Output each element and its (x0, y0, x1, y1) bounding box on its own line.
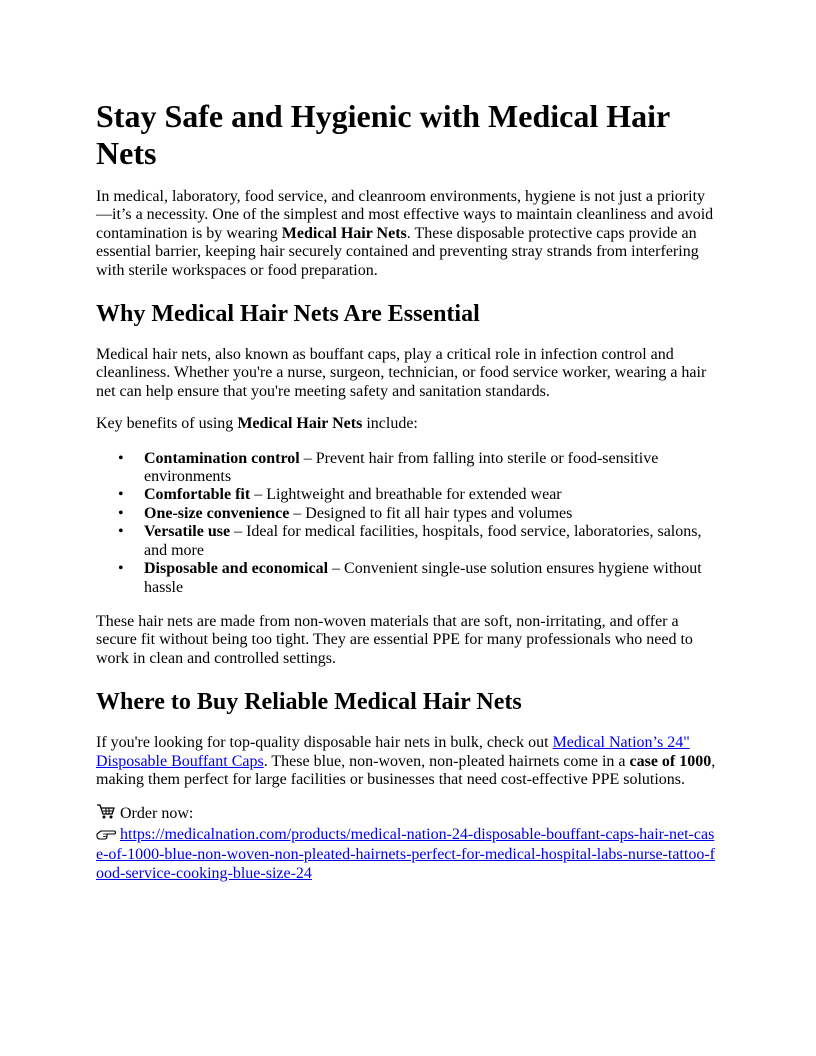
section-heading-where-to-buy: Where to Buy Reliable Medical Hair Nets (96, 689, 522, 716)
section-heading-essential: Why Medical Hair Nets Are Essential (96, 301, 480, 328)
pointing-hand-icon (96, 827, 116, 846)
benefit-text: – Designed to fit all hair types and volumes (289, 504, 573, 522)
benefit-title: Disposable and economical (144, 560, 329, 578)
intro-text-before: In medical, laboratory, food service, and cleanroom environments, hygiene is not just a priority—it’s a necessity. One of the simplest and most effective ways to maintain cleanliness and avoid contamination is by wearing (96, 188, 714, 242)
list-item (144, 505, 720, 523)
document-page (96, 96, 720, 883)
intro-paragraph (96, 188, 720, 280)
benefits-intro-after: include: (362, 415, 418, 433)
order-url-line (96, 826, 720, 883)
intro-bold-term: Medical Hair Nets (281, 224, 407, 242)
list-item (144, 450, 720, 487)
benefits-intro-bold: Medical Hair Nets (237, 415, 363, 433)
order-now-line (96, 803, 720, 825)
case-quantity: case of 1000 (629, 752, 712, 770)
shopping-cart-icon (96, 803, 116, 825)
benefit-title: Versatile use (144, 523, 231, 541)
benefit-text: – Lightweight and breathable for extended wear (250, 486, 562, 504)
benefits-intro-before: Key benefits of using (96, 415, 238, 433)
benefits-intro (96, 415, 720, 433)
order-url-link[interactable]: https://medicalnation.com/products/medical-nation-24-disposable-bouffant-caps-hair-net-case-of-1000-blue-non-woven-non-pleated-hairnets-perfect-for-medical-hospital-labs-nurse-tattoo-food-service-cooking-blue-size-24 (96, 825, 715, 882)
order-now-label: Order now: (120, 805, 194, 823)
list-item (144, 560, 720, 597)
benefit-text: – Convenient single-use solution ensures hygiene without hassle (144, 560, 702, 596)
list-item (144, 486, 720, 504)
benefits-list (96, 450, 720, 597)
product-link[interactable]: Medical Nation’s 24" Disposable Bouffant Caps (96, 734, 690, 770)
buy-text-middle: . These blue, non-woven, non-pleated hairnets come in a (263, 752, 630, 770)
benefit-title: Comfortable fit (144, 486, 251, 504)
intro-text-after: . These disposable protective caps provide an essential barrier, keeping hair securely contained and preventing stray strands from interfering with sterile workspaces or food preparation. (96, 224, 699, 279)
benefit-text: – Ideal for medical facilities, hospitals, food service, laboratories, salons, and more (144, 523, 702, 559)
materials-paragraph: These hair nets are made from non-woven materials that are soft, non-irritating, and offer a secure fit without being too tight. They are essential PPE for many professionals who need to work in clean and controlled settings. (96, 612, 693, 667)
buy-text-before: If you're looking for top-quality disposable hair nets in bulk, check out (96, 734, 553, 752)
buy-paragraph (96, 734, 720, 789)
page-title: Stay Safe and Hygienic with Medical Hair Nets (96, 98, 670, 171)
benefit-title: One-size convenience (144, 504, 290, 522)
list-item (144, 523, 720, 560)
buy-text-after: , making them perfect for large facilities or businesses that need cost-effective PPE solutions. (96, 752, 716, 788)
benefit-title: Contamination control (144, 449, 300, 467)
essential-paragraph: Medical hair nets, also known as bouffant caps, play a critical role in infection control and cleanliness. Whether you're a nurse, surgeon, technician, or food service worker, wearing a hair net can help ensure that you're meeting safety and sanitation standards. (96, 346, 707, 400)
benefit-text: – Prevent hair from falling into sterile or food-sensitive environments (144, 449, 659, 486)
